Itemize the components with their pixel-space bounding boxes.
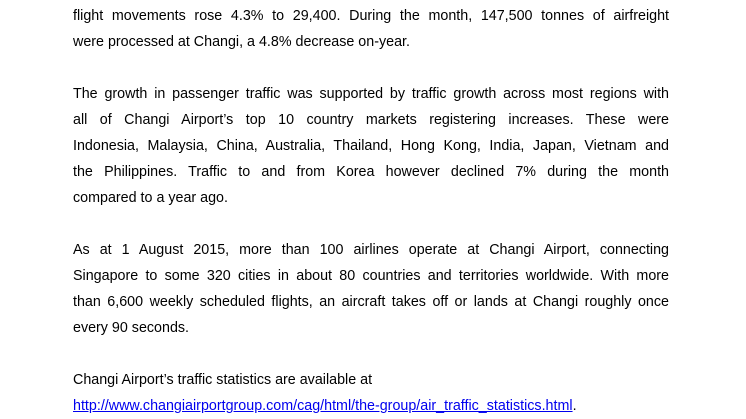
paragraph-statistics — [73, 367, 669, 419]
text-line: flight movements rose 4.3% to 29,400. During the month, 147,500 tonnes of airfreight — [73, 8, 669, 24]
document-body — [73, 3, 669, 419]
link-line — [73, 393, 669, 419]
paragraph-passenger-traffic — [73, 81, 669, 211]
statistics-link[interactable]: http://www.changiairportgroup.com/cag/html/the-group/air_traffic_statistics.html — [73, 398, 573, 414]
text-line: the Philippines. Traffic to and from Korea however declined 7% during the month — [73, 164, 669, 180]
text-line: Indonesia, Malaysia, China, Australia, Thailand, Hong Kong, India, Japan, Vietnam and — [73, 138, 669, 154]
text-line: Singapore to some 320 cities in about 80 countries and territories worldwide. With more — [73, 268, 669, 284]
paragraph-flight-movements — [73, 3, 669, 55]
text-line: As at 1 August 2015, more than 100 airlines operate at Changi Airport, connecting — [73, 242, 669, 258]
text-line: The growth in passenger traffic was supported by traffic growth across most regions with — [73, 86, 669, 102]
link-suffix: . — [572, 398, 577, 414]
text-line: every 90 seconds. — [73, 320, 190, 336]
paragraph-airlines — [73, 237, 669, 341]
text-line: were processed at Changi, a 4.8% decrease on-year. — [73, 34, 410, 50]
text-line: all of Changi Airport’s top 10 country markets registering increases. These were — [73, 112, 669, 128]
text-line: compared to a year ago. — [73, 190, 228, 206]
text-line: Changi Airport’s traffic statistics are available at — [73, 372, 373, 388]
text-line: than 6,600 weekly scheduled flights, an aircraft takes off or lands at Changi roughly once — [73, 294, 669, 310]
